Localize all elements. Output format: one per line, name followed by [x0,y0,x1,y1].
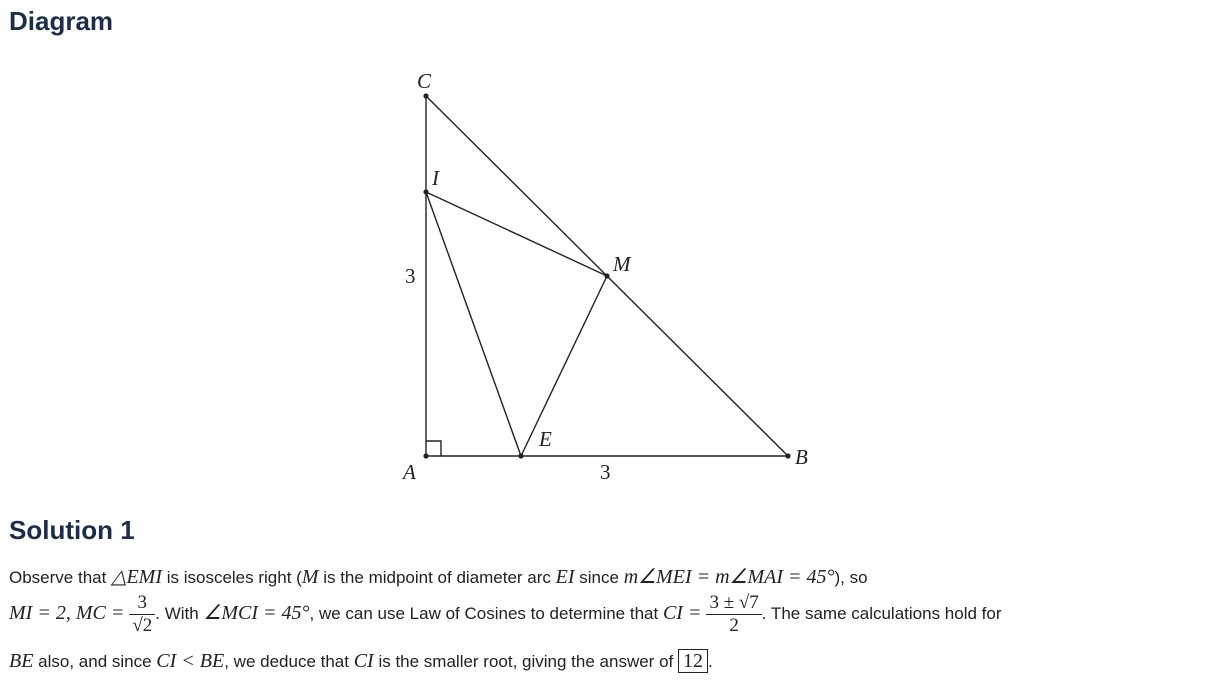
segment-IM [426,192,607,276]
fraction-numerator: 3 [129,592,155,615]
math: ∠MCI = 45° [203,601,310,624]
text: is the midpoint of diameter arc [318,568,556,587]
point-C [423,93,428,98]
label-M: M [613,252,631,276]
point-I [423,189,428,194]
label-C: C [417,69,432,93]
point-M [604,273,609,278]
text: since [574,568,624,587]
math: MI = 2, MC = [9,601,130,624]
solution-line-3 [9,650,713,673]
label-E: E [539,427,552,451]
label-B: B [795,445,808,469]
math: △EMI [111,566,162,588]
answer-box: 12 [678,649,708,673]
math: M [301,566,319,588]
text: is the smaller root, giving the answer of [373,652,678,671]
fraction-denominator: √2 [132,615,153,636]
right-angle-marker [426,441,441,456]
point-E [518,453,523,458]
text: . The same calculations hold for [761,603,1002,623]
solution-heading: Solution 1 [9,515,135,545]
math: m∠MEI = m∠MAI = 45° [623,566,835,588]
math: CI < BE [156,650,225,672]
text: . With [155,603,204,623]
fraction-denominator: 2 [729,615,739,636]
fraction-ci [706,592,761,637]
fraction-numerator: 3 ± √7 [706,592,761,615]
point-B [785,453,790,458]
text: ), so [834,568,868,587]
math: CI [353,650,374,672]
text: Observe that [9,568,112,587]
text: . [707,652,713,671]
label-I: I [432,166,439,190]
segment-EM [521,276,607,456]
diagram-heading: Diagram [9,6,114,36]
text: is isosceles right ( [161,568,302,587]
text: , we deduce that [224,652,354,671]
segment-IE [426,192,521,456]
math: BE [9,650,34,672]
label-side-AI: 3 [405,264,416,288]
math: EI [555,566,575,588]
solution-line-2 [9,592,1002,646]
label-A: A [403,460,416,484]
solution-line-1 [9,564,868,589]
text: , we can use Law of Cosines to determine that [309,603,663,623]
point-A [423,453,428,458]
math: CI = [662,601,707,624]
label-side-AB: 3 [600,460,611,484]
fraction-mc [129,592,155,637]
text: also, and since [33,652,157,671]
